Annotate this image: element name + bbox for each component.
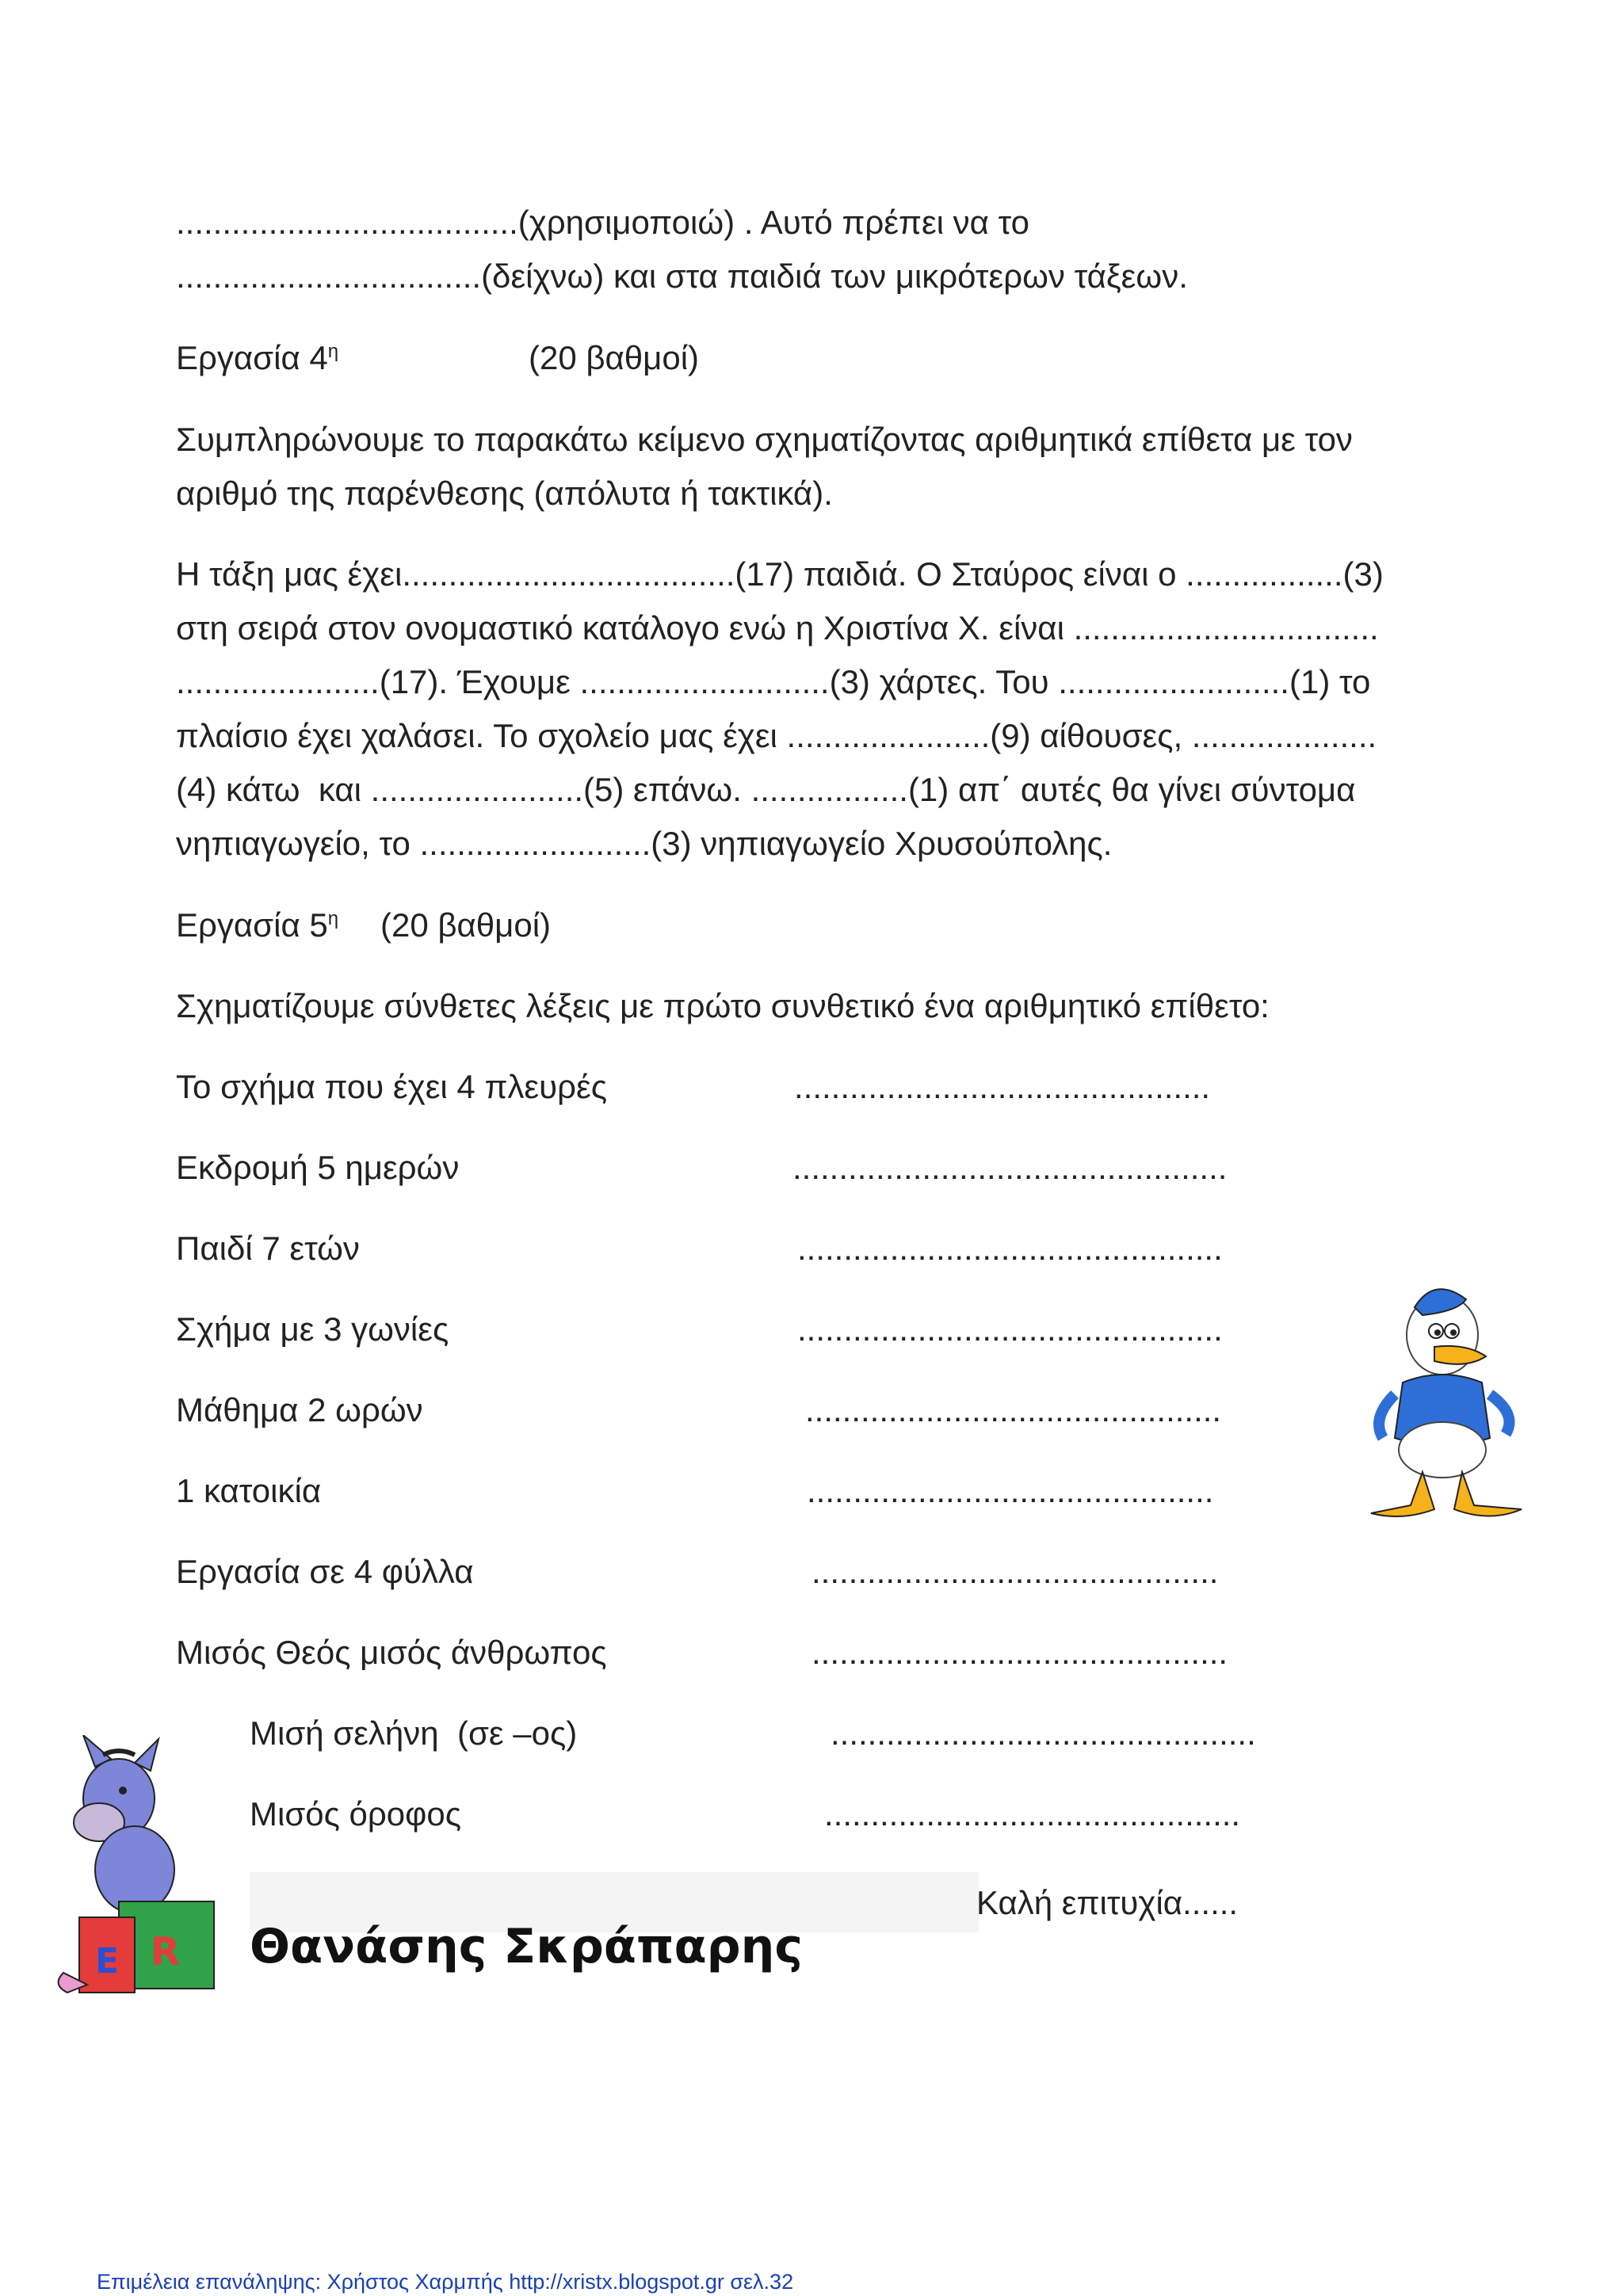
eeyore-illustration	[48, 1735, 230, 2004]
task4-label: Εργασία 4	[176, 339, 328, 376]
task5-item-8-prompt: Μισός Θεός μισός άνθρωπος	[176, 1634, 607, 1671]
task4-passage-line-3: ......................(17). Έχουμε ...........................(3) χάρτες. Του .........................(1) το	[176, 663, 1371, 700]
task4-instructions-1: Συμπληρώνουμε το παρακάτω κείμενο σχηματίζοντας αριθμητικά επίθετα με τον	[176, 421, 1353, 458]
task5-points: (20 βαθμοί)	[380, 906, 552, 944]
task4-points: (20 βαθμοί)	[529, 339, 700, 376]
task4-passage-line-5: (4) κάτω και .......................(5) επάνω. .................(1) απ΄ αυτές θα γίνει σύντομα	[176, 771, 1356, 808]
task5-item-7-blank[interactable]: ............................................	[812, 1553, 1219, 1590]
task5-item-4-blank[interactable]: ..............................................	[797, 1310, 1223, 1348]
task5-item-6-prompt: 1 κατοικία	[176, 1472, 322, 1509]
task5-sup: η	[327, 908, 339, 929]
svg-text:E: E	[95, 1941, 120, 1981]
task5-item-6-blank[interactable]: ............................................	[807, 1472, 1214, 1509]
task5-item-4-prompt: Σχήμα με 3 γωνίες	[176, 1310, 449, 1348]
task5-item-8-blank[interactable]: .............................................	[812, 1634, 1228, 1671]
task5-item-1-prompt: Το σχήμα που έχει 4 πλευρές	[176, 1068, 607, 1105]
task5-item-1-blank[interactable]: .............................................	[794, 1068, 1211, 1105]
task5-heading	[176, 906, 338, 945]
task5-item-3-blank[interactable]: ..............................................	[797, 1230, 1223, 1267]
task5-label: Εργασία 5	[176, 906, 328, 944]
task5-item-7-prompt: Εργασία σε 4 φύλλα	[176, 1553, 474, 1590]
task4-passage-line-6: νηπιαγωγείο, το .........................(3) νηπιαγωγείο Χρυσούπολης.	[176, 825, 1113, 862]
task5-item-2-blank[interactable]: ...............................................	[792, 1149, 1228, 1186]
task4-passage-line-4: πλαίσιο έχει χαλάσει. Το σχολείο μας έχει ......................(9) αίθουσες, ....................	[176, 717, 1377, 754]
donald-duck-illustration	[1347, 1268, 1553, 1529]
signature-name: Θανάσης Σκράπαρης	[250, 1919, 803, 1974]
task5-item-5-blank[interactable]: .............................................	[805, 1391, 1222, 1428]
task4-sup: η	[327, 341, 339, 362]
task5-item-10-prompt: Μισός όροφος	[250, 1795, 461, 1833]
task5-instructions: Σχηματίζουμε σύνθετες λέξεις με πρώτο συνθετικό ένα αριθμητικό επίθετο:	[176, 987, 1270, 1024]
task4-passage-line-2: στη σειρά στον ονομαστικό κατάλογο ενώ η Χριστίνα Χ. είναι .................................	[176, 609, 1379, 646]
closing-wish: Καλή επιτυχία......	[976, 1884, 1239, 1921]
task5-item-5-prompt: Μάθημα 2 ωρών	[176, 1391, 423, 1428]
task4-passage-line-1: Η τάξη μας έχει....................................(17) παιδιά. Ο Σταύρος είναι ο .................(3)	[176, 555, 1384, 593]
intro-line-2: .................................(δείχνω) και στα παιδιά των μικρότερων τάξεων.	[176, 257, 1188, 295]
task4-heading	[176, 338, 338, 378]
task5-item-3-prompt: Παιδί 7 ετών	[176, 1230, 360, 1267]
svg-text:R: R	[151, 1930, 180, 1974]
task5-item-9-prompt: Μισή σελήνη (σε –ος)	[250, 1714, 578, 1752]
task5-item-2-prompt: Εκδρομή 5 ημερών	[176, 1149, 460, 1186]
page-footer: Επιμέλεια επανάληψης: Χρήστος Χαρμπής http://xristx.blogspot.gr σελ.32	[97, 2270, 794, 2294]
intro-line-1: .....................................(χρησιμοποιώ) . Αυτό πρέπει να το	[176, 204, 1029, 241]
task5-item-10-blank[interactable]: .............................................	[824, 1795, 1241, 1833]
task5-item-9-blank[interactable]: ..............................................	[831, 1714, 1256, 1752]
task4-instructions-2: αριθμό της παρένθεσης (απόλυτα ή τακτικά).	[176, 475, 833, 512]
